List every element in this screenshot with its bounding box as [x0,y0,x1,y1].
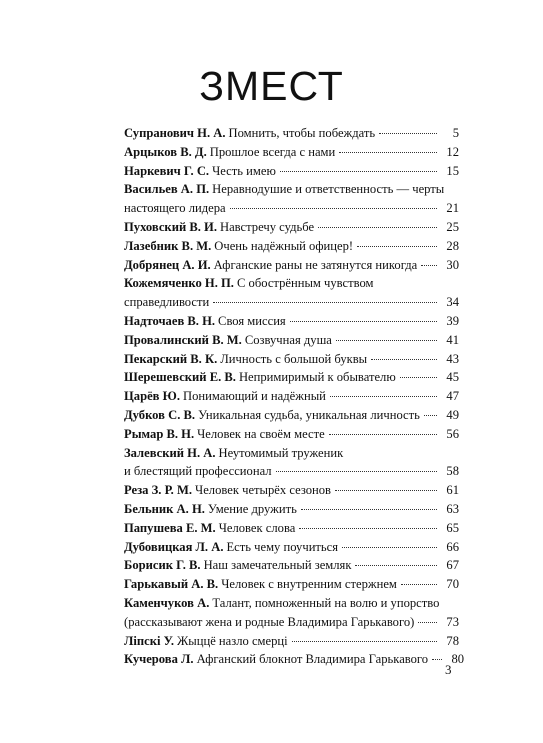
toc-entry-text [124,256,417,275]
toc-entry-line [124,350,459,369]
toc-entry [124,556,459,575]
toc-entry [124,124,459,143]
toc-page-number: 70 [446,577,459,592]
toc-entry-line [124,124,459,143]
toc-entry-text [124,500,297,519]
toc-entry [124,481,459,500]
toc-page-number: 15 [446,163,459,178]
toc-entry-text [124,556,351,575]
toc-entry-line [124,312,459,331]
toc-entry [124,180,459,218]
toc-entry-line [124,444,459,463]
toc-title: справедливости [124,295,210,310]
toc-entry [124,162,459,181]
toc-page-number: 47 [446,389,459,404]
dot-leader [276,471,437,472]
toc-page-number: 58 [446,464,459,479]
toc-page-number: 5 [452,126,459,140]
toc-entry-line [124,462,459,481]
toc-entry-line [124,613,459,632]
toc-author: Лазебник В. М. [124,238,212,253]
toc-title: Помнить, чтобы побеждать [228,126,376,140]
toc-entry-text [124,538,338,557]
dot-leader [280,171,437,172]
toc-entry-text [124,650,428,669]
toc-entry-text [124,613,414,632]
toc-entry-text [124,462,272,481]
toc-entry-text [124,406,420,425]
toc-entry-text [124,387,326,406]
toc-entry [124,256,459,275]
toc-author: Лiпскi У. [124,633,174,648]
dot-leader [335,490,437,491]
toc-title: настоящего лидера [124,201,226,216]
toc-entry [124,444,459,482]
toc-entry-text [124,293,209,312]
toc-entry-line [124,500,459,519]
toc-title: Понимающий и надёжный [182,389,326,404]
toc-author: Пуховский В. И. [124,219,217,234]
toc-entry-text [124,425,325,444]
toc-entry-line [124,632,459,651]
toc-author: Гарькавый А. В. [124,577,219,592]
toc-entry-line [124,425,459,444]
toc-page-number: 12 [446,144,459,159]
toc-author: Васильев А. П. [124,182,210,197]
dot-leader [342,547,437,548]
toc-entry-line [124,538,459,557]
toc-author: Кучерова Л. [124,652,194,667]
toc-title: Своя миссия [218,313,286,328]
toc-author: Борисик Г. В. [124,558,201,573]
toc-entry-text [124,331,332,350]
page-title: ЗМЕСТ [199,63,344,109]
toc-author: Дубков С. В. [124,407,196,422]
toc-title: Навстречу судьбе [220,219,315,234]
toc-author: Бельник А. Н. [124,501,205,516]
toc-page-number: 67 [446,558,459,573]
toc-author: Провалинский В. М. [124,332,242,347]
toc-entry-line [124,180,459,199]
toc-page-number: 66 [446,539,459,554]
toc-page-number: 61 [446,483,459,498]
toc-entry-line [124,519,459,538]
dot-leader [230,208,437,209]
toc-page-number: 80 [451,652,465,667]
toc-entry-text [124,368,396,387]
toc-title: Афганские раны не затянутся никогда [213,257,418,272]
toc-entry [124,387,459,406]
toc-entry-line [124,293,459,312]
toc-author: Залевский Н. А. [124,445,216,460]
toc-page-number: 28 [446,238,459,253]
dot-leader [339,152,437,153]
toc-page-number: 41 [446,332,459,347]
dot-leader [355,565,437,566]
toc-entry [124,650,465,669]
toc-page-number: 65 [446,520,459,535]
toc-entry-line [124,406,459,425]
dot-leader [329,434,437,435]
toc-author: Надточаев В. Н. [124,313,216,328]
toc-entry-line [124,331,459,350]
toc-title: Человек на своём месте [197,426,325,441]
toc-page-number: 49 [446,407,459,422]
toc-title: Уникальная судьба, уникальная личность [198,407,420,422]
toc-entry-text [124,218,314,237]
dot-leader [400,377,437,378]
toc-title: Неравнодушие и ответственность — черты [212,182,445,197]
toc-title: Созвучная душа [244,332,332,347]
toc-title: (рассказывают жена и родные Владимира Гарькавого) [124,614,415,629]
toc-page-number: 45 [446,370,459,385]
toc-entry-line [124,218,459,237]
toc-author: Шерешевский Е. В. [124,370,236,385]
toc-page-number: 21 [446,201,459,216]
toc-entry-text [124,519,295,538]
toc-title: Афганский блокнот Владимира Гарькавого [196,652,429,667]
toc-entry-text [124,312,286,331]
toc-page-number: 43 [446,351,459,366]
dot-leader [301,509,437,510]
toc-entry-line [124,575,459,594]
page-number: 3 [445,662,452,677]
toc-title: Наш замечательный земляк [203,558,352,573]
toc-title: Очень надёжный офицер! [214,238,354,253]
toc-entry [124,274,459,312]
toc-entry [124,218,459,237]
toc-entry-line [124,199,459,218]
toc-page-number: 30 [446,257,459,272]
toc-entry [124,331,459,350]
toc-author: Реза З. Р. М. [124,483,193,498]
toc-author: Супранович Н. А. [124,126,226,140]
toc-entry-line [124,256,459,275]
toc-title: Человек слова [218,520,296,535]
toc-title: С обострённым чувством [236,276,374,291]
toc-entry [124,594,459,632]
toc-page-number: 63 [446,501,459,516]
toc-title: Личность с большой буквы [220,351,368,366]
dot-leader [290,321,437,322]
toc-title: Талант, помноженный на волю и упорство [212,595,440,610]
dot-leader [432,659,442,660]
toc-entry-line [124,368,459,387]
toc-entry-line [124,650,465,669]
toc-page-number: 25 [446,219,459,234]
toc-entry [124,368,459,387]
toc-author: Наркевич Г. С. [124,163,210,178]
dot-leader [357,246,437,247]
toc-entry [124,425,459,444]
toc-entry-text [124,199,226,218]
toc-page-number: 56 [446,426,459,441]
dot-leader [318,227,437,228]
toc-page-number: 78 [446,633,459,648]
toc-entry-text [124,124,375,143]
toc-author: Кожемяченко Н. П. [124,276,234,291]
dot-leader [379,133,437,134]
toc-author: Каменчуков А. [124,595,210,610]
toc-entry [124,237,459,256]
toc-author: Арцыков В. Д. [124,144,207,159]
toc-entry [124,538,459,557]
toc-entry [124,406,459,425]
toc-title: Человек четырёх сезонов [195,483,332,498]
toc-entry-line [124,274,459,293]
dot-leader [371,359,437,360]
toc-title: Есть чему поучиться [226,539,339,554]
toc-entry [124,350,459,369]
toc-entry-line [124,387,459,406]
toc-entry-text [124,481,331,500]
toc-entry [124,312,459,331]
toc-page-number: 34 [446,295,459,310]
toc-entry-text [124,143,335,162]
dot-leader [421,265,437,266]
dot-leader [299,528,437,529]
table-of-contents [124,124,465,669]
toc-title: и блестящий профессионал [124,464,272,479]
dot-leader [330,396,437,397]
toc-entry-line [124,594,459,613]
toc-title: Неутомимый труженик [218,445,344,460]
toc-title: Умение дружить [207,501,297,516]
toc-entry-text [124,237,353,256]
toc-page-number: 39 [446,313,459,328]
toc-entry-text [124,350,367,369]
dot-leader [292,641,437,642]
toc-author: Рымар В. Н. [124,426,195,441]
toc-entry-text [124,575,397,594]
dot-leader [401,584,437,585]
toc-author: Добрянец А. И. [124,257,211,272]
toc-entry-line [124,162,459,181]
toc-entry-line [124,143,459,162]
toc-entry [124,143,459,162]
toc-entry [124,575,459,594]
dot-leader [336,340,437,341]
toc-entry-text [124,632,288,651]
dot-leader [424,415,437,416]
toc-entry-line [124,237,459,256]
toc-author: Дубовицкая Л. А. [124,539,224,554]
toc-author: Папушева Е. М. [124,520,216,535]
toc-author: Царёв Ю. [124,389,180,404]
toc-title: Непримиримый к обывателю [238,370,396,385]
toc-entry [124,632,459,651]
toc-entry [124,519,459,538]
toc-entry [124,500,459,519]
toc-entry-text [124,162,276,181]
dot-leader [418,622,437,623]
toc-title: Человек с внутренним стержнем [221,577,397,592]
toc-title: Прошлое всегда с нами [209,144,336,159]
toc-title: Честь имею [212,163,276,178]
toc-author: Пекарский В. К. [124,351,218,366]
toc-title: Жыццё назло смерцi [176,633,288,648]
toc-page-number: 73 [446,614,459,629]
toc-entry-line [124,481,459,500]
toc-entry-line [124,556,459,575]
dot-leader [213,302,437,303]
